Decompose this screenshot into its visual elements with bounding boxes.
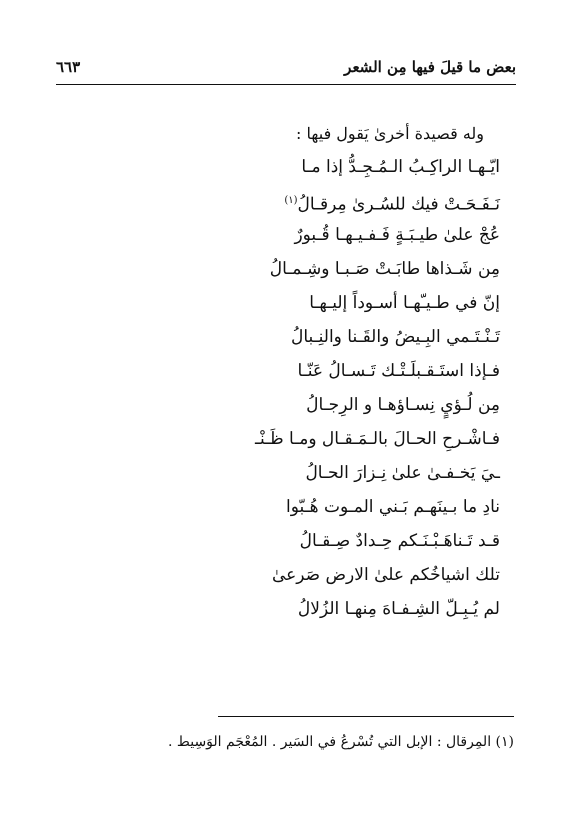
verse-line: ايّـهـا الراكِـبُ الـمُـجِـدُّ إذا مـا <box>301 157 500 177</box>
verse-line: ـيَ يَخـفـىٰ علىٰ نِـزارَ الحـالُ <box>305 463 500 483</box>
footnote-marker: (١) <box>284 195 298 206</box>
verse-line: مِن شَـذاها طابَـتْ صَـبـا وشِـمـالُ <box>269 259 500 279</box>
verse-line: فـإذا استَـقـبلَـتْـك تَـسـالُ عَنّـا <box>297 361 500 381</box>
footnote-divider <box>218 716 514 717</box>
verse-line: نادِ ما بـينَهـم بَـني المـوت هُـبّوا <box>286 497 500 517</box>
verse-line <box>60 184 500 218</box>
running-head: بعض ما قيلَ فيها مِن الشعر <box>344 58 516 76</box>
page-number: ٦٦٣ <box>56 58 81 76</box>
page-header <box>56 56 516 85</box>
poem-body <box>60 118 500 626</box>
verse-line: إنّ في طـيـّهـا أسـوداً إليـهـا <box>309 293 500 313</box>
verse-line: فـاشْـرحِ الحـالَ بالـمَـقـال ومـا ظَـنْـ <box>255 429 500 449</box>
verse-line: مِن لُـؤيٍ نِسـاؤهـا و الرِجـالُ <box>306 395 500 415</box>
footnote: (١) المِرقال : الإبل التي تُسْرعُ في السَير . المُعْجَم الوَسِيط . <box>168 734 514 750</box>
verse-line: لم يُـبِـلّ الشِـفـاهَ مِنهـا الزُلالُ <box>297 599 500 619</box>
verse-text: نَـفَـحَـتْ فيك للسُـرىٰ مِرقـالُ <box>297 194 500 215</box>
verse-line: عُجْ علىٰ طيـبَـةٍ فَـفـيـهـا قُـبورٌ <box>294 225 500 245</box>
verse-line: تلك اشياخُكم علىٰ الارض صَرعىٰ <box>271 565 500 585</box>
verse-line: قـد تَـناهَـبْـنَـكم حِـدادٌ صِـقـالُ <box>299 531 500 551</box>
intro-text: وله قصيدة أخرىٰ يَقول فيها : <box>296 124 484 143</box>
verse-line: تَـنْـتَـمي البِـيضُ والقَـنا والنِـبالُ <box>291 327 500 347</box>
